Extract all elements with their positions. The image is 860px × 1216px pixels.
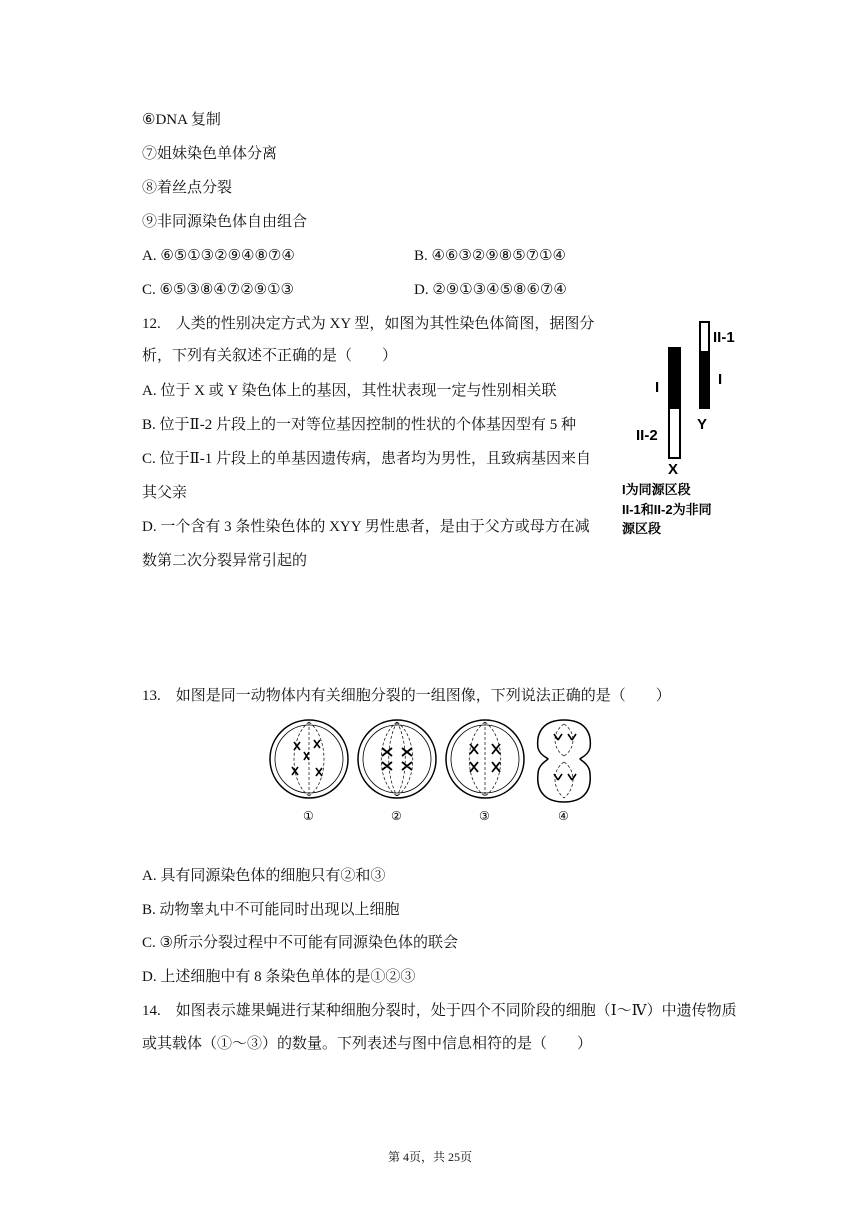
- caption-line3: 源区段: [622, 521, 662, 536]
- statement-8: ⑧着丝点分裂: [142, 180, 233, 196]
- q12-stem-line1: 12. 人类的性别决定方式为 XY 型，如图为其性染色体简图，据图分: [142, 316, 595, 332]
- q13-option-c: C. ③所示分裂过程中不可能有同源染色体的联会: [142, 935, 458, 951]
- q12-stem-line2: 析，下列有关叙述不正确的是（ ）: [142, 348, 398, 364]
- cell-4: [538, 720, 591, 802]
- sex-chromosome-figure: [612, 312, 762, 544]
- q11-option-c: C. ⑥⑤③⑧④⑦②⑨①③: [142, 282, 294, 298]
- statement-9: ⑨非同源染色体自由组合: [142, 214, 308, 230]
- cell-division-figure: [264, 712, 600, 824]
- cell-label-2: ②: [391, 809, 402, 823]
- statement-6: ⑥DNA 复制: [142, 112, 221, 128]
- cell-label-3: ③: [479, 809, 490, 823]
- label-i-left: I: [655, 379, 660, 396]
- y-chromosome-i-segment: [700, 352, 709, 408]
- label-ii1: II-1: [713, 329, 735, 346]
- cell-3: [446, 720, 524, 798]
- q12-option-b: B. 位于Ⅱ-2 片段上的一对等位基因控制的性状的个体基因型有 5 种: [142, 417, 576, 433]
- q12-option-d-line2: 数第二次分裂异常引起的: [142, 553, 308, 569]
- caption-line1: I为同源区段: [622, 482, 691, 497]
- y-chromosome-ii1-segment: [700, 322, 709, 352]
- q13-option-a: A. 具有同源染色体的细胞只有②和③: [142, 868, 386, 884]
- page-footer: 第 4页，共 25页: [387, 1150, 472, 1164]
- q12-option-c-line2: 其父亲: [142, 485, 188, 501]
- x-chromosome-ii2-segment: [669, 408, 680, 458]
- q11-option-b: B. ④⑥③②⑨⑧⑤⑦①④: [414, 248, 566, 264]
- q14-stem-line2: 或其载体（①～③）的数量。下列表述与图中信息相符的是（ ）: [142, 1036, 593, 1052]
- q11-option-a: A. ⑥⑤①③②⑨④⑧⑦④: [142, 248, 295, 264]
- label-ii2: II-2: [636, 427, 658, 444]
- caption-line2: II-1和II-2为非同: [622, 502, 712, 517]
- cell-1: [270, 720, 348, 798]
- cell-2: [358, 720, 436, 798]
- statement-7: ⑦姐妹染色单体分离: [142, 146, 278, 162]
- q11-option-d: D. ②⑨①③④⑤⑧⑥⑦④: [414, 282, 567, 298]
- x-chromosome-i-segment: [669, 348, 680, 408]
- q14-stem-line1: 14. 如图表示雄果蝇进行某种细胞分裂时，处于四个不同阶段的细胞（Ⅰ～Ⅳ）中遗传物质: [142, 1003, 737, 1019]
- label-y: Y: [697, 416, 708, 433]
- cell-label-1: ①: [303, 809, 314, 823]
- q13-option-b: B. 动物睾丸中不可能同时出现以上细胞: [142, 902, 400, 918]
- q12-option-a: A. 位于 X 或 Y 染色体上的基因，其性状表现一定与性别相关联: [142, 383, 557, 399]
- cell-label-4: ④: [558, 809, 569, 823]
- q12-option-c-line1: C. 位于Ⅱ-1 片段上的单基因遗传病，患者均为男性，且致病基因来自: [142, 451, 591, 467]
- q13-stem: 13. 如图是同一动物体内有关细胞分裂的一组图像，下列说法正确的是（ ）: [142, 688, 671, 704]
- q12-option-d-line1: D. 一个含有 3 条性染色体的 XYY 男性患者，是由于父方或母方在减: [142, 519, 590, 535]
- label-x: X: [668, 461, 679, 478]
- q13-option-d: D. 上述细胞中有 8 条染色单体的是①②③: [142, 969, 416, 985]
- label-i-right: I: [718, 371, 723, 388]
